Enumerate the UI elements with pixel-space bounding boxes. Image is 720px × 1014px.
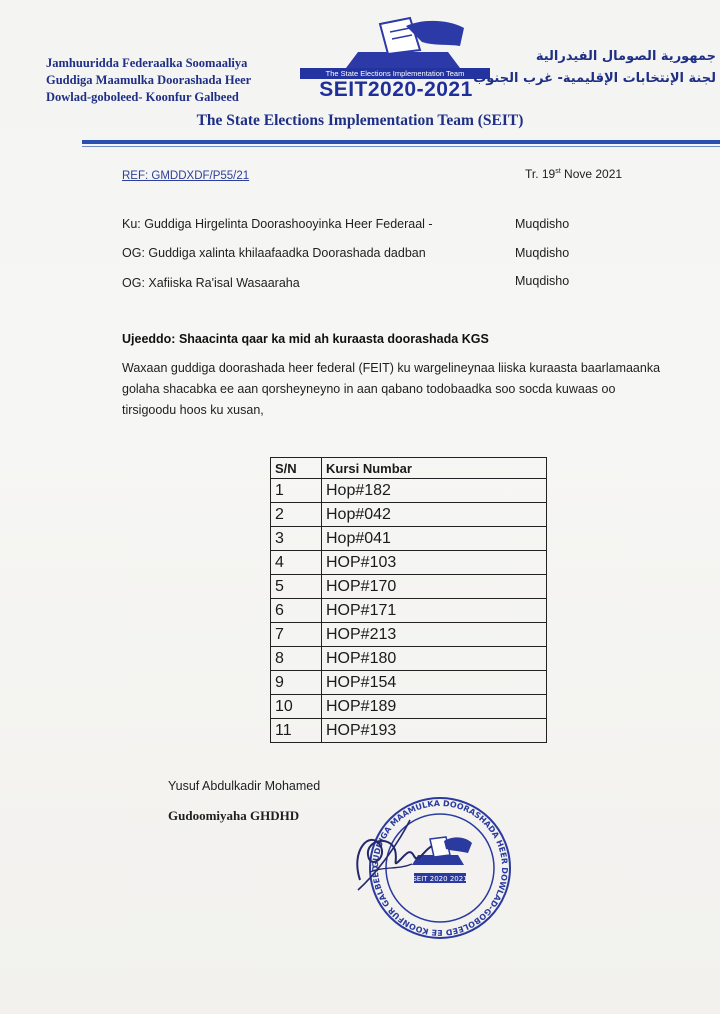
header-subtitle: The State Elections Implementation Team (SEIT) — [196, 112, 524, 129]
cell-seat: HOP#189 — [322, 695, 547, 719]
header-left-line: Guddiga Maamulka Doorashada Heer — [46, 73, 252, 87]
recipient-city: Muqdisho — [515, 274, 570, 288]
cell-sn: 6 — [271, 599, 322, 623]
cell-sn: 11 — [271, 719, 322, 743]
recipient-city: Muqdisho — [515, 217, 570, 231]
header-left-line: Dowlad-goboleed- Koonfur Galbeed — [46, 90, 239, 104]
signer-title: Gudoomiyaha GHDHD — [168, 808, 300, 823]
cell-sn: 1 — [271, 479, 322, 503]
date-ordinal: st — [555, 168, 561, 175]
letter-date — [525, 167, 622, 181]
cell-seat: HOP#154 — [322, 671, 547, 695]
header-arabic-title — [473, 46, 716, 90]
cell-sn: 3 — [271, 527, 322, 551]
body-line: tirsigoodu hoos ku xusan, — [122, 403, 264, 417]
stamp-text: GUDDIGA MAAMULKA DOORASHADA HEER DOWLAD-GOBOLEED EE KOONFUR GALBEED — [370, 798, 510, 938]
column-header-seat: Kursi Numbar — [322, 458, 547, 479]
recipient-line: Ku: Guddiga Hirgelinta Doorashooyinka Heer Federaal - — [122, 217, 433, 231]
header-right-line: لجنة الإنتخابات الإقليمية- غرب الجنوب — [473, 71, 716, 86]
logo-banner: The State Elections Implementation Team — [300, 68, 490, 79]
cell-seat: HOP#180 — [322, 647, 547, 671]
table-header-row — [271, 458, 547, 479]
header-somali-title — [46, 55, 301, 106]
seats-table — [270, 457, 547, 743]
cell-seat: HOP#170 — [322, 575, 547, 599]
recipient-line: OG: Guddiga xalinta khilaafaadka Doorashada dadban — [122, 246, 426, 260]
cell-sn: 2 — [271, 503, 322, 527]
table-row — [271, 695, 547, 719]
table-row — [271, 503, 547, 527]
reference-number: REF: GMDDXDF/P55/21 — [122, 170, 250, 182]
body-line: golaha shacabka ee aan qorsheyneyno in aan qabano todobaadka soo socda kuwaas oo — [122, 382, 616, 396]
signer-name: Yusuf Abdulkadir Mohamed — [168, 779, 321, 793]
cell-sn: 4 — [271, 551, 322, 575]
cell-seat: Hop#041 — [322, 527, 547, 551]
table-row — [271, 551, 547, 575]
letter-subject: Ujeeddo: Shaacinta qaar ka mid ah kuraasta doorashada KGS — [122, 332, 489, 346]
header-left-line: Jamhuuridda Federaalka Soomaaliya — [46, 56, 248, 70]
table-row — [271, 599, 547, 623]
handwritten-signature — [340, 810, 440, 900]
header-divider-thin — [82, 146, 720, 147]
cell-seat: Hop#182 — [322, 479, 547, 503]
svg-text:SEIT 2020 2021: SEIT 2020 2021 — [412, 875, 468, 883]
header-right-line: جمهورية الصومال الفيدرالية — [535, 49, 716, 64]
table-row — [271, 719, 547, 743]
recipient-line: OG: Xafiiska Ra'isal Wasaaraha — [122, 276, 300, 290]
cell-sn: 5 — [271, 575, 322, 599]
cell-sn: 10 — [271, 695, 322, 719]
cell-sn: 7 — [271, 623, 322, 647]
column-header-sn: S/N — [271, 458, 322, 479]
cell-seat: HOP#103 — [322, 551, 547, 575]
cell-seat: Hop#042 — [322, 503, 547, 527]
cell-sn: 9 — [271, 671, 322, 695]
date-month-year: Nove 2021 — [560, 167, 623, 181]
logo-name: SEIT2020-2021 — [319, 78, 473, 101]
table-row — [271, 575, 547, 599]
cell-seat: HOP#171 — [322, 599, 547, 623]
table-row — [271, 527, 547, 551]
table-row — [271, 623, 547, 647]
table-row — [271, 647, 547, 671]
recipient-city: Muqdisho — [515, 246, 570, 260]
table-row — [271, 671, 547, 695]
table-row — [271, 479, 547, 503]
date-day: Tr. 19 — [525, 167, 556, 181]
letter-body — [122, 358, 682, 421]
cell-seat: HOP#213 — [322, 623, 547, 647]
cell-sn: 8 — [271, 647, 322, 671]
header-divider — [82, 140, 720, 144]
body-line: Waxaan guddiga doorashada heer federal (FEIT) ku wargelineynaa liiska kuraasta baarlamaanka — [122, 361, 661, 375]
cell-seat: HOP#193 — [322, 719, 547, 743]
